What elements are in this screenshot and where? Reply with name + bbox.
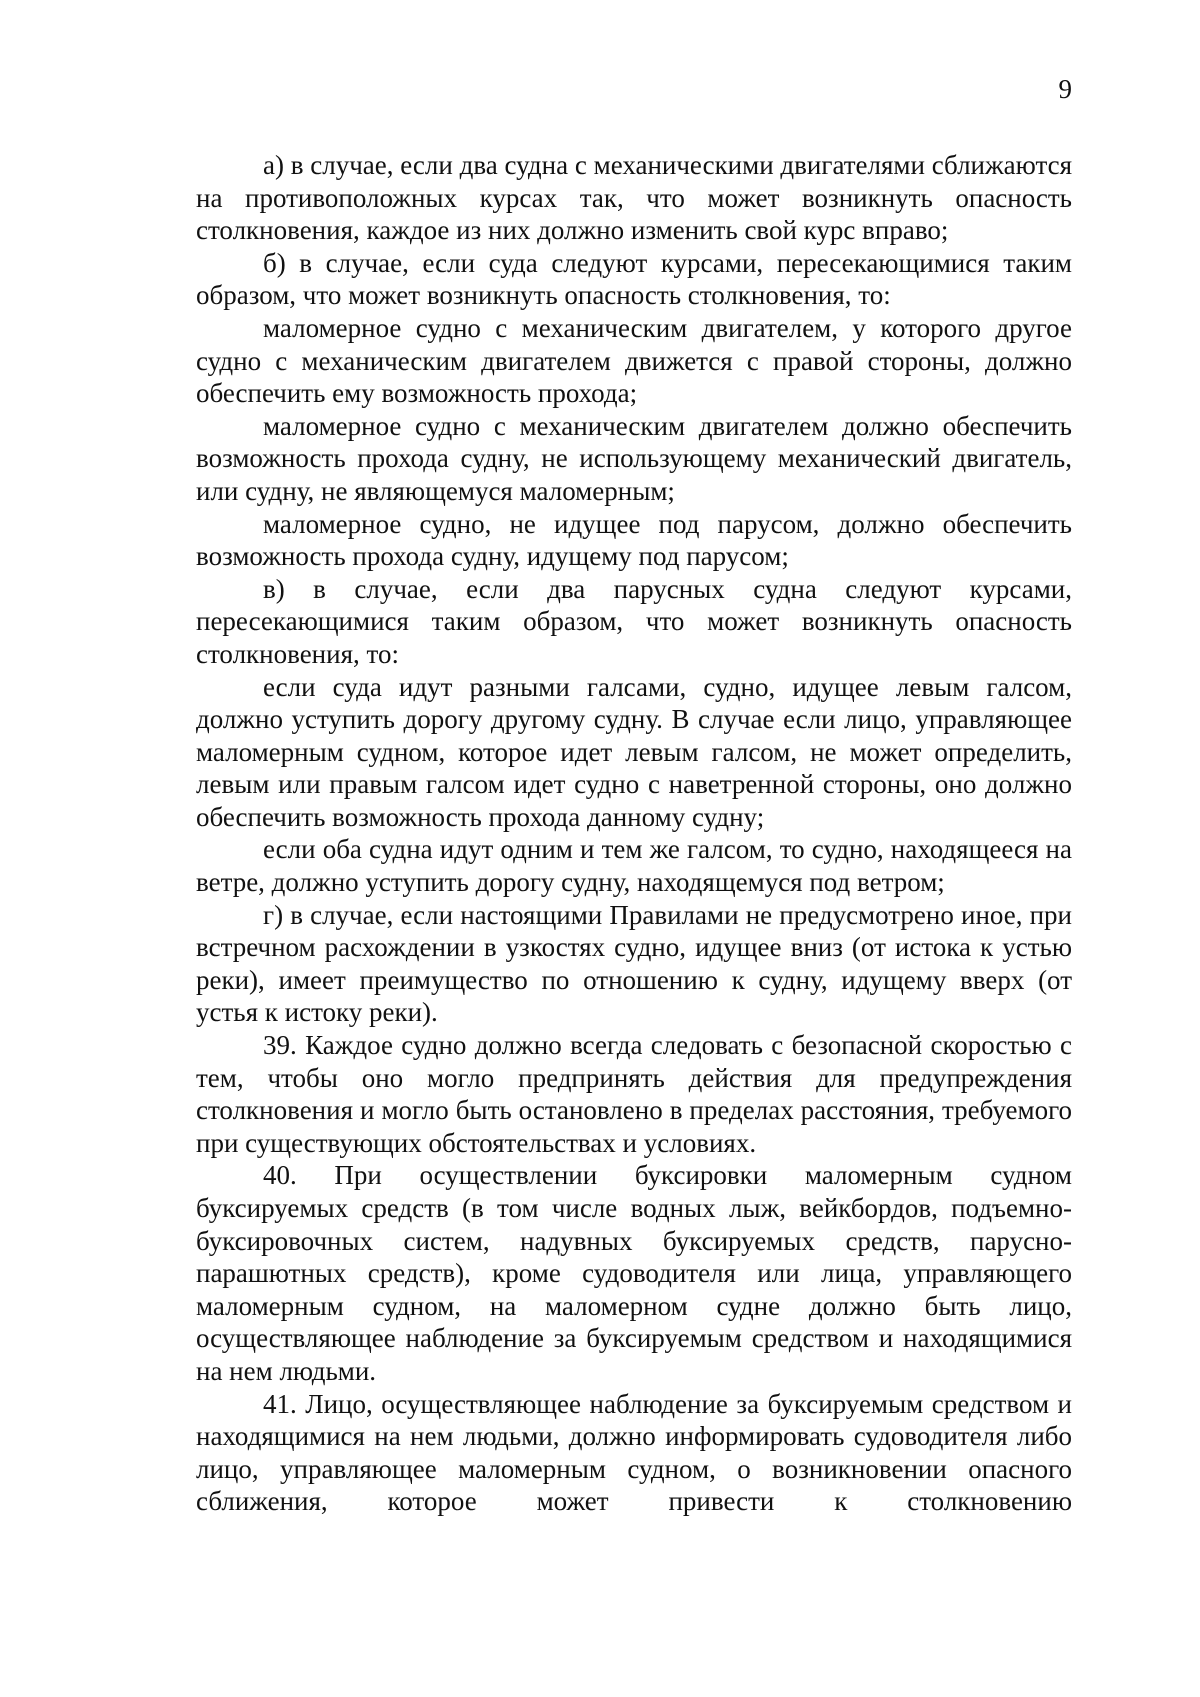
paragraph-v-item-2: если оба судна идут одним и тем же галсом, то судно, находящееся на ветре, должно уступить дорогу судну, находящемуся под ветром; [196,834,1072,898]
paragraph-a: а) в случае, если два судна с механическими двигателями сближаются на противоположных курсах так, что может возникнуть опасность столкновения, каждое из них должно изменить свой курс вправо; [196,150,1072,246]
paragraph-b-item-2: маломерное судно с механическим двигателем должно обеспечить возможность прохода судну, не использующему механический двигатель, или судну, не являющемуся маломерным; [196,410,1072,506]
paragraph-b-item-3: маломерное судно, не идущее под парусом, должно обеспечить возможность прохода судну, идущему под парусом; [196,508,1072,572]
paragraph-v-item-1: если суда идут разными галсами, судно, идущее левым галсом, должно уступить дорогу другому судну. В случае если лицо, управляющее маломерным судном, которое идет левым галсом, не может определить, левым или правым галсом идет судно с наветренной стороны, оно должно обеспечить возможность прохода данному судну; [196,671,1072,832]
paragraph-g: г) в случае, если настоящими Правилами не предусмотрено иное, при встречном расхождении в узкостях судно, идущее вниз (от истока к устью реки), имеет преимущество по отношению к судну, идущему вверх (от устья к истоку реки). [196,899,1072,1028]
paragraph-b: б) в случае, если суда следуют курсами, пересекающимися таким образом, что может возникнуть опасность столкновения, то: [196,247,1072,311]
paragraph-40: 40. При осуществлении буксировки маломерным судном буксируемых средств (в том числе водных лыж, вейкбордов, подъемно-буксировочных систем, надувных буксируемых средств, парусно-парашютных средств), кроме судоводителя или лица, управляющего маломерным судном, на маломерном судне должно быть лицо, осуществляющее наблюдение за буксируемым средством и находящимися на нем людьми. [196,1160,1072,1386]
paragraph-v: в) в случае, если два парусных судна следуют курсами, пересекающимися таким образом, что может возникнуть опасность столкновения, то: [196,573,1072,669]
paragraph-b-item-1: маломерное судно с механическим двигателем, у которого другое судно с механическим двигателем движется с правой стороны, должно обеспечить ему возможность прохода; [196,312,1072,409]
body-text [196,149,1072,1518]
paragraph-39: 39. Каждое судно должно всегда следовать с безопасной скоростью с тем, чтобы оно могло предпринять действия для предупреждения столкновения и могло быть остановлено в пределах расстояния, требуемого при существующих обстоятельствах и условиях. [196,1030,1072,1158]
page-number: 9 [1058,74,1072,104]
paragraph-41: 41. Лицо, осуществляющее наблюдение за буксируемым средством и находящимися на нем людьми, должно информировать судоводителя либо лицо, управляющее маломерным судном, о возникновении опасного сближения, которое может привести к столкновению [196,1388,1072,1517]
